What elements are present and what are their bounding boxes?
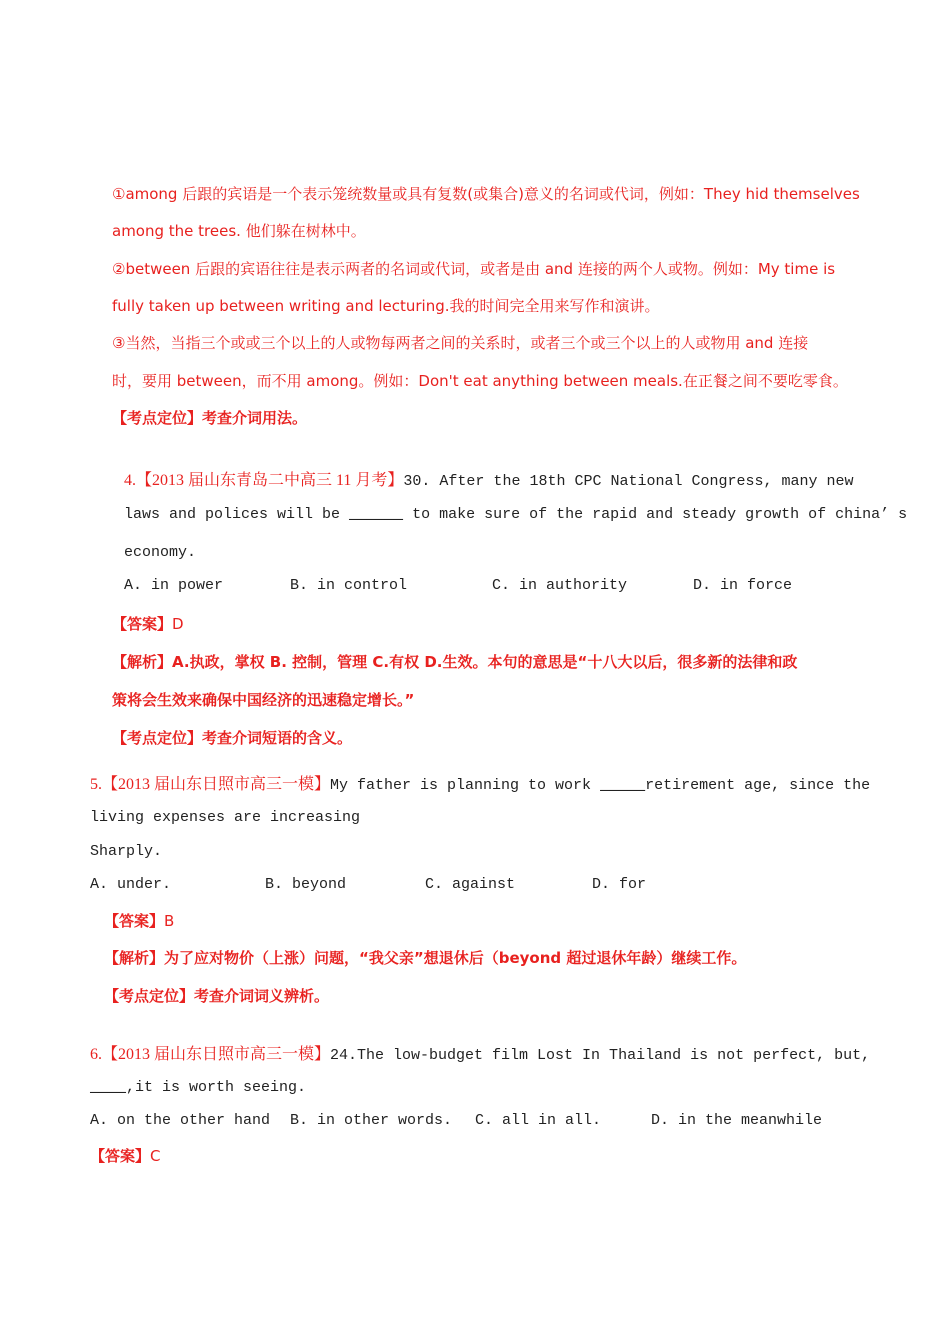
q4-header bbox=[124, 467, 854, 490]
q4-stem-3: economy. bbox=[124, 544, 197, 561]
q5-answer: 【答案】B bbox=[104, 912, 175, 930]
note-line-1: ①among 后跟的宾语是一个表示笼统数量或具有复数(或集合)意义的名词或代词，例如：They hid themselves bbox=[112, 185, 860, 203]
q5-source: 【2013 届山东日照市高三一模】 bbox=[102, 776, 331, 793]
q4-analysis-2: 策将会生效来确保中国经济的迅速稳定增长。” bbox=[112, 691, 415, 709]
q4-analysis-1: 【解析】A.执政，掌权 B. 控制，管理 C.有权 D.生效。本句的意思是“十八大以后，很多新的法律和政 bbox=[112, 653, 798, 671]
q4-option-b: B. in control bbox=[290, 577, 408, 594]
q6-number: 6. bbox=[90, 1046, 102, 1063]
q6-option-a: A. on the other hand bbox=[90, 1112, 271, 1129]
q6-source: 【2013 届山东日照市高三一模】 bbox=[102, 1046, 331, 1063]
q5-kaodian: 【考点定位】考查介词词义辨析。 bbox=[104, 987, 330, 1005]
note-line-3: ②between 后跟的宾语往往是表示两者的名词或代词，或者是由 and 连接的两个人或物。例如：My time is bbox=[112, 260, 836, 278]
q6-option-d: D. in the meanwhile bbox=[651, 1112, 823, 1129]
q4-blank: ______ bbox=[349, 506, 404, 523]
q5-header: 5.【2013 届山东日照市高三一模】My father is planning to work _____retirement age, since the bbox=[90, 776, 871, 794]
q5-option-a: A. under. bbox=[90, 876, 172, 893]
note-line-4: fully taken up between writing and lecturing.我的时间完全用来写作和演讲。 bbox=[112, 297, 660, 315]
q5-analysis: 【解析】为了应对物价（上涨）问题，“我父亲”想退休后（beyond 超过退休年龄）继续工作。 bbox=[104, 949, 747, 967]
q4-stem-2: laws and polices will be ______ to make sure of the rapid and steady growth of china’ s bbox=[124, 506, 908, 523]
q6-option-b: B. in other words. bbox=[290, 1112, 453, 1129]
q6-option-c: C. all in all. bbox=[475, 1112, 602, 1129]
q6-stem-1: 24.The low-budget film Lost In Thailand is not perfect, but, bbox=[330, 1047, 871, 1064]
q5-number: 5. bbox=[90, 776, 102, 793]
q4-option-a: A. in power bbox=[124, 577, 224, 594]
q4-kaodian: 【考点定位】考查介词短语的含义。 bbox=[112, 729, 353, 747]
q6-header bbox=[90, 1041, 870, 1064]
note-line-6: 时，要用 between，而不用 among。例如：Don't eat anything between meals.在正餐之间不要吃零食。 bbox=[112, 372, 848, 390]
q4-option-d: D. in force bbox=[693, 577, 793, 594]
q4-answer: 【答案】D bbox=[112, 615, 184, 633]
q5-stem-3: Sharply. bbox=[90, 843, 163, 860]
q6-answer-value: C bbox=[150, 1147, 161, 1165]
q6-blank: ____ bbox=[90, 1079, 127, 1096]
q4-source: 【2013 届山东青岛二中高三 11 月考】 bbox=[136, 472, 404, 489]
q5-blank: _____ bbox=[600, 777, 646, 794]
q4-answer-value: D bbox=[172, 615, 184, 633]
q5-option-c: C. against bbox=[425, 876, 516, 893]
q4-option-c: C. in authority bbox=[492, 577, 628, 594]
note-line-2: among the trees. 他们躲在树林中。 bbox=[112, 222, 366, 240]
q4-stem-1: 30. After the 18th CPC National Congress, many new bbox=[403, 473, 854, 490]
notes-kaodian: 【考点定位】考查介词用法。 bbox=[112, 409, 308, 427]
q5-option-d: D. for bbox=[592, 876, 647, 893]
q5-answer-value: B bbox=[164, 912, 175, 930]
q5-option-b: B. beyond bbox=[265, 876, 347, 893]
q6-answer: 【答案】C bbox=[90, 1147, 161, 1165]
q6-stem-2: ____,it is worth seeing. bbox=[90, 1079, 307, 1096]
note-line-5: ③当然，当指三个或或三个以上的人或物每两者之间的关系时，或者三个或三个以上的人或物用 and 连接 bbox=[112, 334, 809, 352]
q5-stem-2: living expenses are increasing bbox=[90, 809, 361, 826]
q4-number: 4. bbox=[124, 472, 136, 489]
